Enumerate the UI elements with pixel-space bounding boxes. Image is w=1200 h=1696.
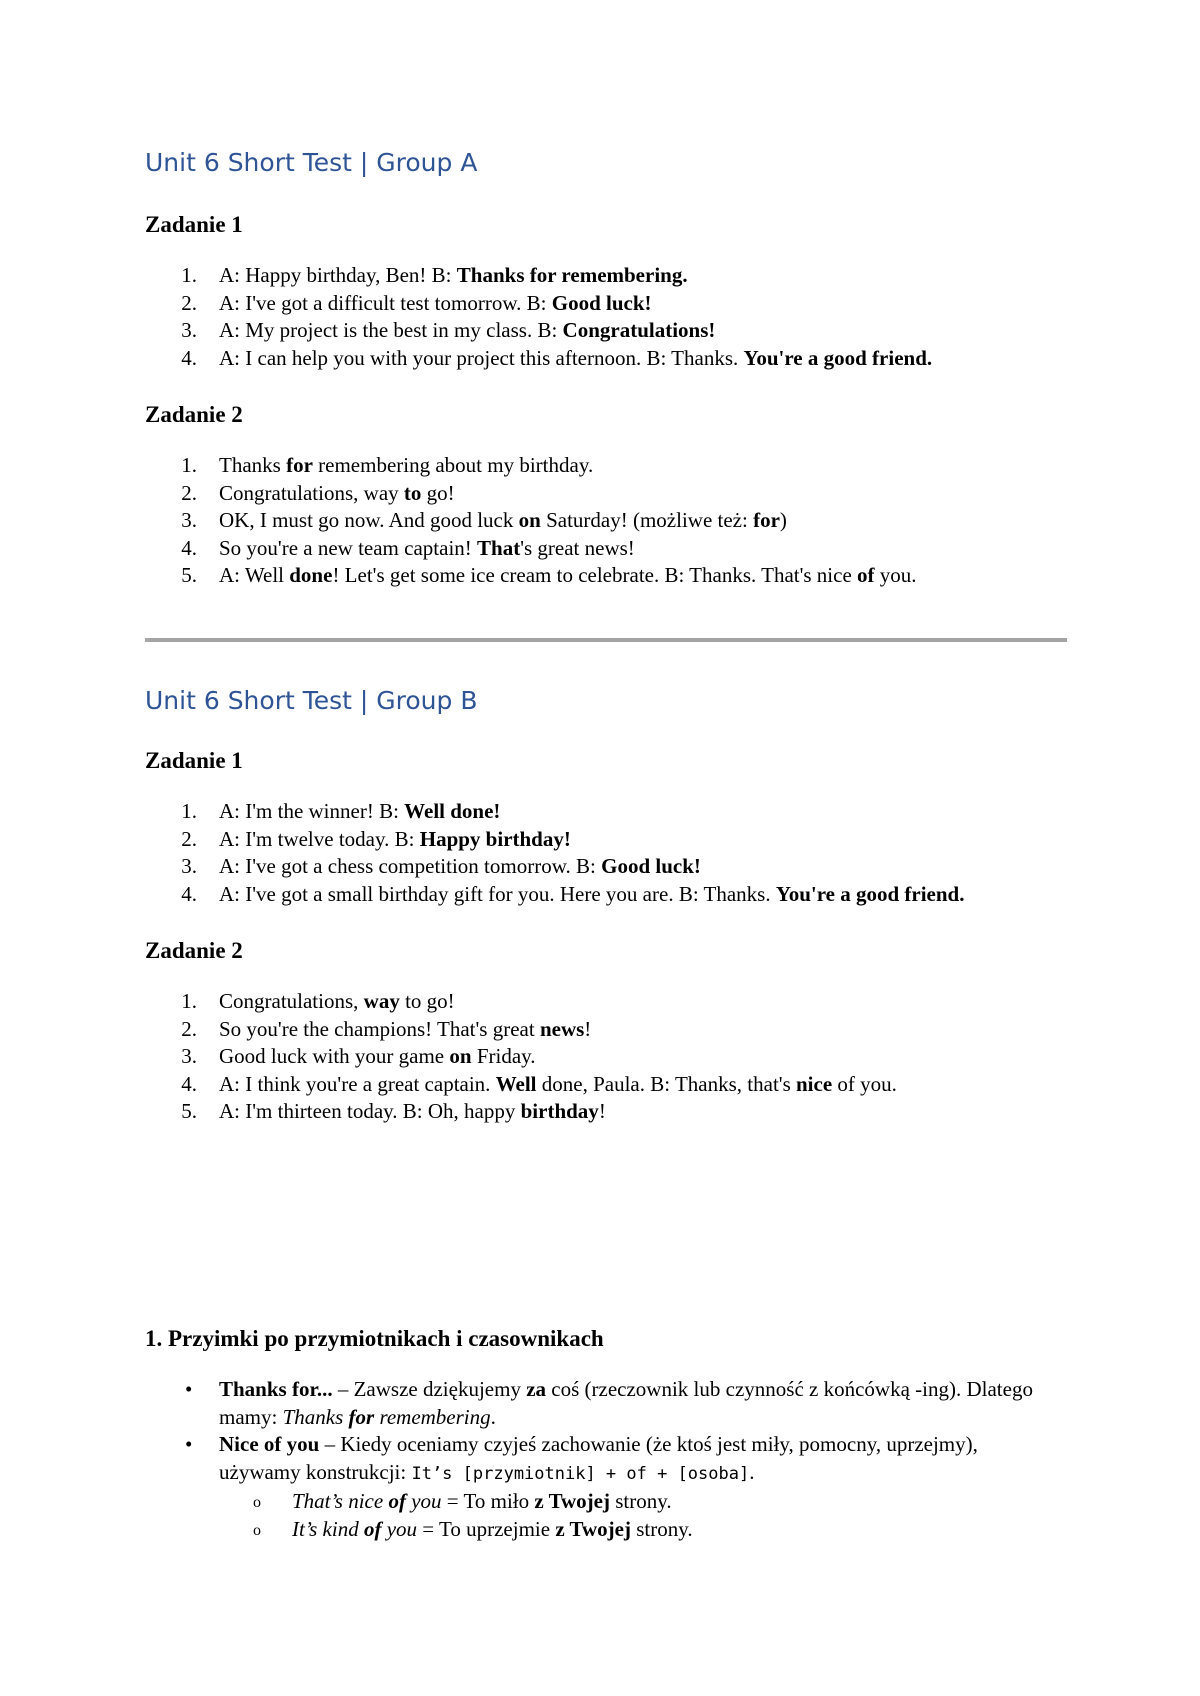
- sub-list-item: [145, 1516, 1045, 1544]
- item-text: A: I've got a chess competition tomorrow. B:: [219, 854, 602, 878]
- item-answer: done: [289, 563, 333, 587]
- item-text: A: My project is the best in my class. B:: [219, 318, 563, 342]
- item-number: 1.: [181, 989, 197, 1013]
- grammar-term: Thanks for...: [219, 1377, 333, 1401]
- item-text: A: I've got a difficult test tomorrow. B:: [219, 290, 552, 315]
- item-number: 4.: [181, 345, 197, 370]
- item-emphasis: za: [526, 1377, 547, 1401]
- item-number: 2.: [181, 826, 197, 851]
- grammar-bullet-list: [145, 1376, 1045, 1543]
- circle-bullet-icon: o: [253, 1521, 261, 1539]
- item-text: .: [490, 1404, 496, 1429]
- group-b-section: [145, 684, 1065, 1126]
- item-text: to go!: [399, 989, 455, 1013]
- item-answer-alt: for: [753, 508, 780, 532]
- item-text: Congratulations,: [219, 989, 364, 1013]
- item-emphasis: z Twojej: [534, 1489, 610, 1513]
- item-text: remembering about my birthday.: [312, 453, 594, 477]
- item-answer: Well done!: [404, 799, 501, 823]
- example-emphasis: for: [348, 1404, 375, 1429]
- list-item: [145, 1376, 1045, 1431]
- item-number: 2.: [181, 1016, 197, 1041]
- item-text: strony.: [630, 1516, 693, 1541]
- item-number: 3.: [181, 508, 197, 532]
- item-answer: nice: [796, 1071, 833, 1096]
- list-item: [145, 535, 1065, 563]
- item-text: Thanks: [219, 453, 287, 477]
- item-text: .: [749, 1459, 755, 1484]
- item-answer: on: [449, 1044, 472, 1068]
- item-text: A: I'm the winner! B:: [219, 799, 405, 823]
- group-b-zadanie-1-heading: Zadanie 1: [145, 748, 243, 773]
- item-text: OK, I must go now. And good luck: [219, 508, 519, 532]
- group-b-title: Unit 6 Short Test | Group B: [145, 686, 478, 715]
- list-item: [145, 562, 1065, 590]
- item-number: 1.: [181, 263, 197, 287]
- item-text: A: I'm thirteen today. B: Oh, happy: [219, 1099, 521, 1123]
- item-answer: for: [286, 453, 313, 477]
- example-text: you: [405, 1489, 442, 1513]
- example-text: That’s nice: [292, 1489, 389, 1513]
- item-text: done, Paula. B: Thanks, that's: [536, 1071, 796, 1096]
- item-text: A: Happy birthday, Ben! B:: [219, 263, 457, 287]
- item-answer: You're a good friend.: [775, 881, 965, 906]
- list-item: [145, 317, 1065, 345]
- item-text: A: I can help you with your project this afternoon. B: Thanks.: [219, 345, 744, 370]
- item-text: A: I think you're a great captain.: [219, 1071, 496, 1096]
- item-text: – Zawsze dziękujemy: [332, 1377, 527, 1401]
- grammar-heading: 1. Przyimki po przymiotnikach i czasownikach: [145, 1326, 604, 1351]
- group-b-zadanie-2-list: [145, 988, 1065, 1126]
- item-answer: Congratulations!: [562, 318, 716, 342]
- list-item: [145, 1016, 1065, 1044]
- grammar-section: [145, 1324, 1065, 1543]
- item-number: 5.: [181, 563, 197, 587]
- item-text: ): [779, 508, 787, 532]
- item-answer: Thanks for remembering.: [456, 263, 688, 287]
- item-text: !: [598, 1099, 606, 1123]
- item-number: 3.: [181, 1044, 197, 1068]
- item-text: Saturday! (możliwe też:: [540, 508, 754, 532]
- list-item: [145, 452, 1065, 480]
- item-number: 4.: [181, 881, 197, 906]
- list-item: [145, 345, 1065, 373]
- list-item: [145, 798, 1025, 826]
- item-text: strony.: [610, 1489, 672, 1513]
- item-text: So you're a new team captain!: [219, 535, 478, 560]
- item-answer: You're a good friend.: [743, 345, 933, 370]
- item-text: Friday.: [471, 1044, 536, 1068]
- item-text: A: I'm twelve today. B:: [219, 826, 420, 851]
- example-emphasis: of: [388, 1489, 406, 1513]
- list-item: [145, 290, 1065, 318]
- item-number: 3.: [181, 854, 197, 878]
- item-number: 2.: [181, 290, 197, 315]
- item-number: 2.: [181, 480, 197, 505]
- grammar-term: Nice of you: [219, 1432, 320, 1456]
- item-emphasis: z Twojej: [555, 1516, 631, 1541]
- item-text: Congratulations, way: [219, 480, 404, 505]
- item-answer: Well: [495, 1071, 537, 1096]
- group-b-zadanie-2-heading: Zadanie 2: [145, 938, 243, 963]
- list-item: [145, 881, 1029, 909]
- list-item: [145, 826, 1025, 854]
- item-answer: That: [477, 535, 521, 560]
- item-number: 1.: [181, 799, 197, 823]
- item-text: = To miło: [441, 1489, 535, 1513]
- item-number: 4.: [181, 535, 197, 560]
- group-b-zadanie-1-list: [145, 798, 1025, 908]
- item-answer: of: [857, 563, 875, 587]
- list-item: [145, 262, 1065, 290]
- example-emphasis: of: [363, 1516, 382, 1541]
- item-text: – Kiedy oceniamy czyjeś zachowanie (że ktoś jest miły, pomocny, uprzejmy), używamy konstrukcji:: [219, 1432, 978, 1484]
- circle-bullet-icon: o: [253, 1494, 261, 1511]
- item-answer: Good luck!: [601, 854, 701, 878]
- list-item: [145, 507, 1065, 535]
- item-answer: to: [403, 480, 422, 505]
- item-text: 's great news!: [520, 535, 635, 560]
- horizontal-divider: [145, 638, 1067, 642]
- list-item: [145, 1043, 1065, 1071]
- group-a-zadanie-2-heading: Zadanie 2: [145, 402, 243, 427]
- list-item: [145, 480, 1065, 508]
- item-text: you.: [874, 563, 917, 587]
- list-item: [145, 988, 1065, 1016]
- item-answer: way: [363, 989, 400, 1013]
- item-answer: on: [518, 508, 541, 532]
- item-answer: birthday: [520, 1099, 599, 1123]
- item-text: A: Well: [219, 563, 290, 587]
- list-item: [145, 1431, 1045, 1543]
- item-answer: Happy birthday!: [419, 826, 571, 851]
- item-text: = To uprzejmie: [417, 1516, 556, 1541]
- item-number: 4.: [181, 1071, 197, 1096]
- bullet-icon: •: [185, 1377, 193, 1401]
- item-number: 1.: [181, 453, 197, 477]
- item-text: A: I've got a small birthday gift for you. Here you are. B: Thanks.: [219, 881, 776, 906]
- grammar-pattern: It’s [przymiotnik] + of + [osoba]: [411, 1463, 750, 1484]
- item-text: So you're the champions! That's great: [219, 1016, 540, 1041]
- item-number: 5.: [181, 1099, 197, 1123]
- example-text: remembering: [374, 1404, 491, 1429]
- item-text: of you.: [832, 1071, 897, 1096]
- item-text: ! Let's get some ice cream to celebrate. B: Thanks. That's nice: [332, 563, 858, 587]
- group-a-section: [145, 146, 1065, 590]
- item-text: Good luck with your game: [219, 1044, 450, 1068]
- list-item: [145, 853, 1025, 881]
- list-item: [145, 1098, 1065, 1126]
- bullet-icon: •: [185, 1432, 193, 1456]
- item-number: 3.: [181, 318, 197, 342]
- grammar-sub-list: [219, 1488, 1045, 1543]
- item-text: coś (rzeczownik lub czynność z końcówką -ing). Dlatego mamy:: [219, 1377, 1033, 1429]
- item-text: go!: [421, 480, 455, 505]
- item-answer: Good luck!: [551, 290, 652, 315]
- list-item: [145, 1071, 1065, 1099]
- group-a-zadanie-1-list: [145, 262, 1065, 372]
- group-a-zadanie-2-list: [145, 452, 1065, 590]
- example-text: Thanks: [282, 1404, 349, 1429]
- sub-list-item: [145, 1488, 1045, 1516]
- example-text: you: [381, 1516, 418, 1541]
- item-text: !: [584, 1016, 592, 1041]
- item-answer: news: [539, 1016, 585, 1041]
- group-a-zadanie-1-heading: Zadanie 1: [145, 212, 243, 237]
- example-text: It’s kind: [292, 1516, 364, 1541]
- group-a-title: Unit 6 Short Test | Group A: [145, 148, 478, 177]
